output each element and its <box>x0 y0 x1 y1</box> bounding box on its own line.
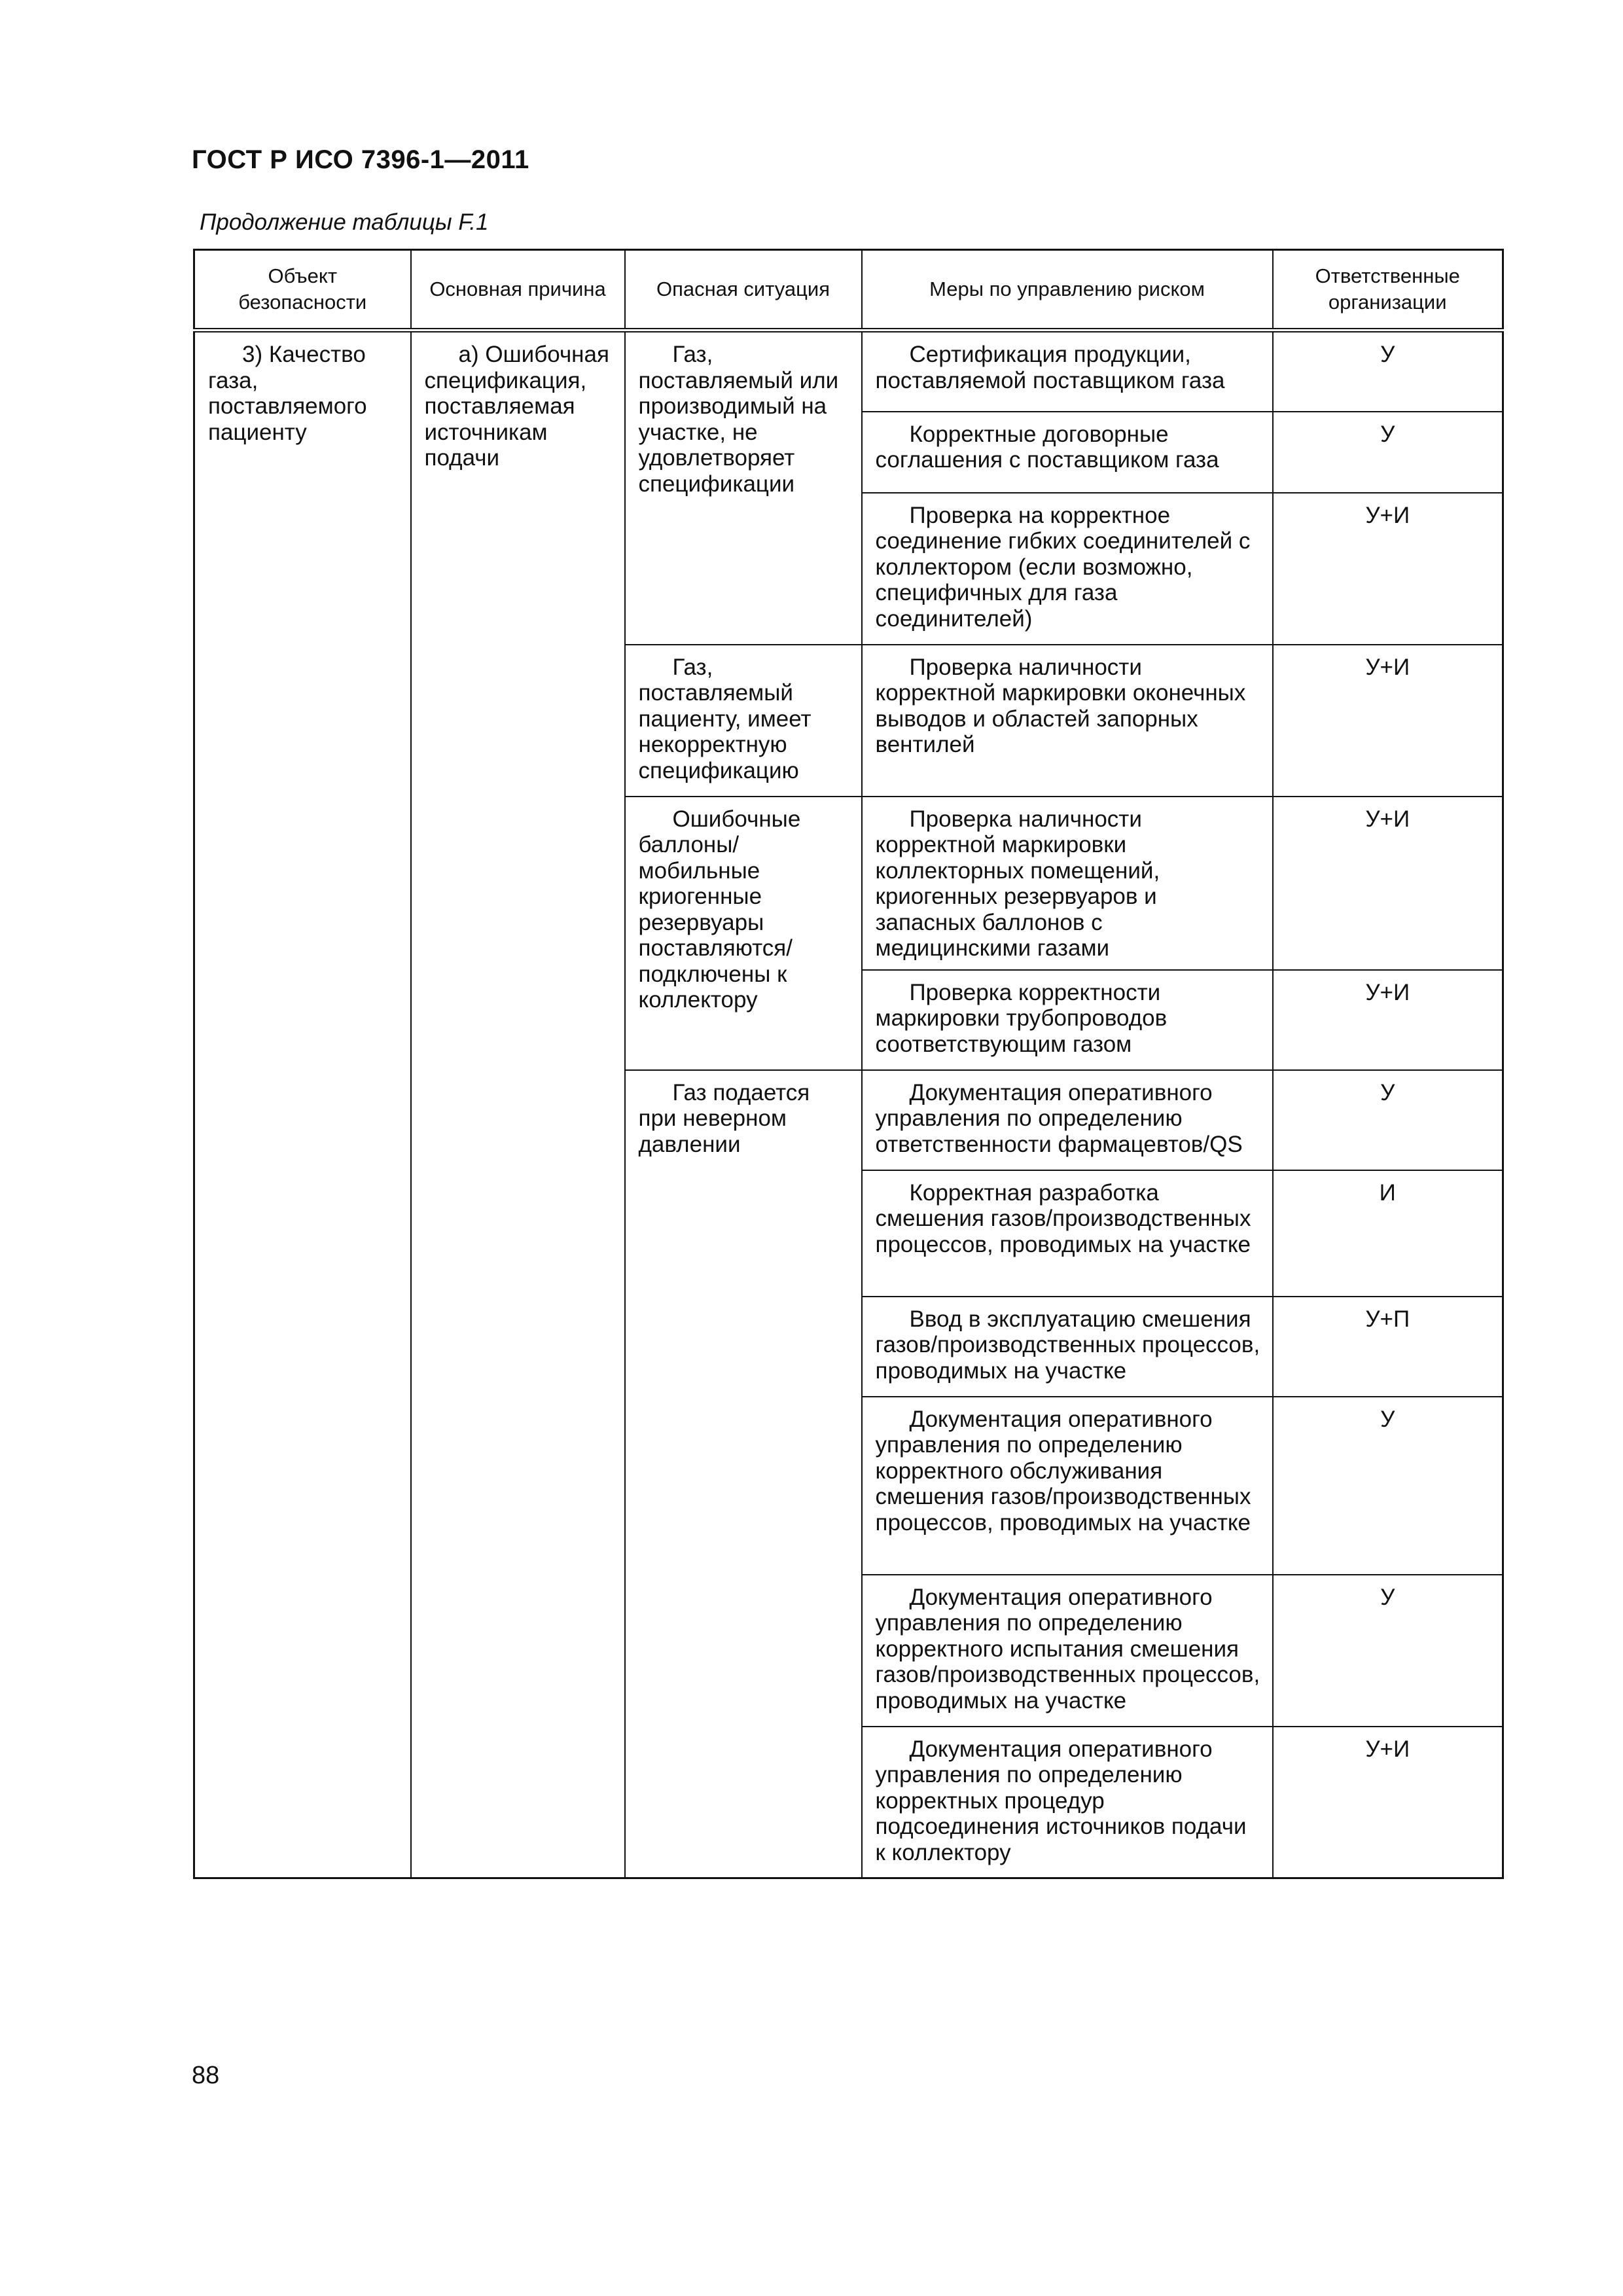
header-situation: Опасная ситуация <box>625 250 862 331</box>
measure-cell: Ввод в эксплуатацию смешения газов/производственных процессов, проводимых на участке <box>862 1297 1273 1397</box>
safety-object-cell: 3) Качество газа, поставляемого пациенту <box>194 331 411 1878</box>
org-cell: У+И <box>1273 797 1503 970</box>
org-cell: У <box>1273 412 1503 493</box>
header-object: Объект безопасности <box>194 250 411 331</box>
situation-cell: Газ, поставляемый пациенту, имеет некорректную спецификацию <box>625 645 862 797</box>
table-row <box>194 331 1503 412</box>
org-cell: У <box>1273 1575 1503 1727</box>
measure-cell: Проверка на корректное соединение гибких соединителей с коллектором (если возможно, специфичных для газа соединителей) <box>862 493 1273 645</box>
measure-cell: Корректная разработка смешения газов/производственных процессов, проводимых на участке <box>862 1170 1273 1297</box>
org-cell: У <box>1273 331 1503 412</box>
org-cell: У+И <box>1273 493 1503 645</box>
table-header-row <box>194 250 1503 331</box>
header-measures: Меры по управлению риском <box>862 250 1273 331</box>
situation-cell: Газ подается при неверном давлении <box>625 1070 862 1878</box>
measure-cell: Документация оперативного управления по определению корректного испытания смешения газов/производственных процессов, проводимых на участке <box>862 1575 1273 1727</box>
measure-cell: Документация оперативного управления по определению ответственности фармацевтов/QS <box>862 1070 1273 1170</box>
hazard-table <box>193 249 1504 1879</box>
situation-cell: Ошибочные баллоны/мобильные криогенные резервуары поставляются/подключены к коллектору <box>625 797 862 1070</box>
header-cause: Основная причина <box>411 250 625 331</box>
measure-cell: Проверка корректности маркировки трубопроводов соответствующим газом <box>862 970 1273 1070</box>
measure-cell: Сертификация продукции, поставляемой поставщиком газа <box>862 331 1273 412</box>
measure-cell: Корректные договорные соглашения с поставщиком газа <box>862 412 1273 493</box>
org-cell: У+И <box>1273 1727 1503 1878</box>
org-cell: У <box>1273 1070 1503 1170</box>
header-organizations: Ответственные организации <box>1273 250 1503 331</box>
page-number: 88 <box>192 2062 220 2089</box>
org-cell: У+И <box>1273 970 1503 1070</box>
measure-cell: Проверка наличности корректной маркировки коллекторных помещений, криогенных резервуаров и запасных баллонов с медицинскими газами <box>862 797 1273 970</box>
table-caption: Продолжение таблицы F.1 <box>200 209 489 235</box>
situation-cell: Газ, поставляемый или производимый на участке, не удовлетворяет спецификации <box>625 331 862 645</box>
org-cell: И <box>1273 1170 1503 1297</box>
org-cell: У+П <box>1273 1297 1503 1397</box>
measure-cell: Документация оперативного управления по определению корректных процедур подсоединения источников подачи к коллектору <box>862 1727 1273 1878</box>
document-header: ГОСТ Р ИСО 7396-1—2011 <box>192 145 529 174</box>
root-cause-cell: а) Ошибочная спецификация, поставляемая источникам подачи <box>411 331 625 1878</box>
org-cell: У <box>1273 1397 1503 1575</box>
measure-cell: Документация оперативного управления по определению корректного обслуживания смешения газов/производственных процессов, проводимых на участке <box>862 1397 1273 1575</box>
org-cell: У+И <box>1273 645 1503 797</box>
measure-cell: Проверка наличности корректной маркировки оконечных выводов и областей запорных вентилей <box>862 645 1273 797</box>
